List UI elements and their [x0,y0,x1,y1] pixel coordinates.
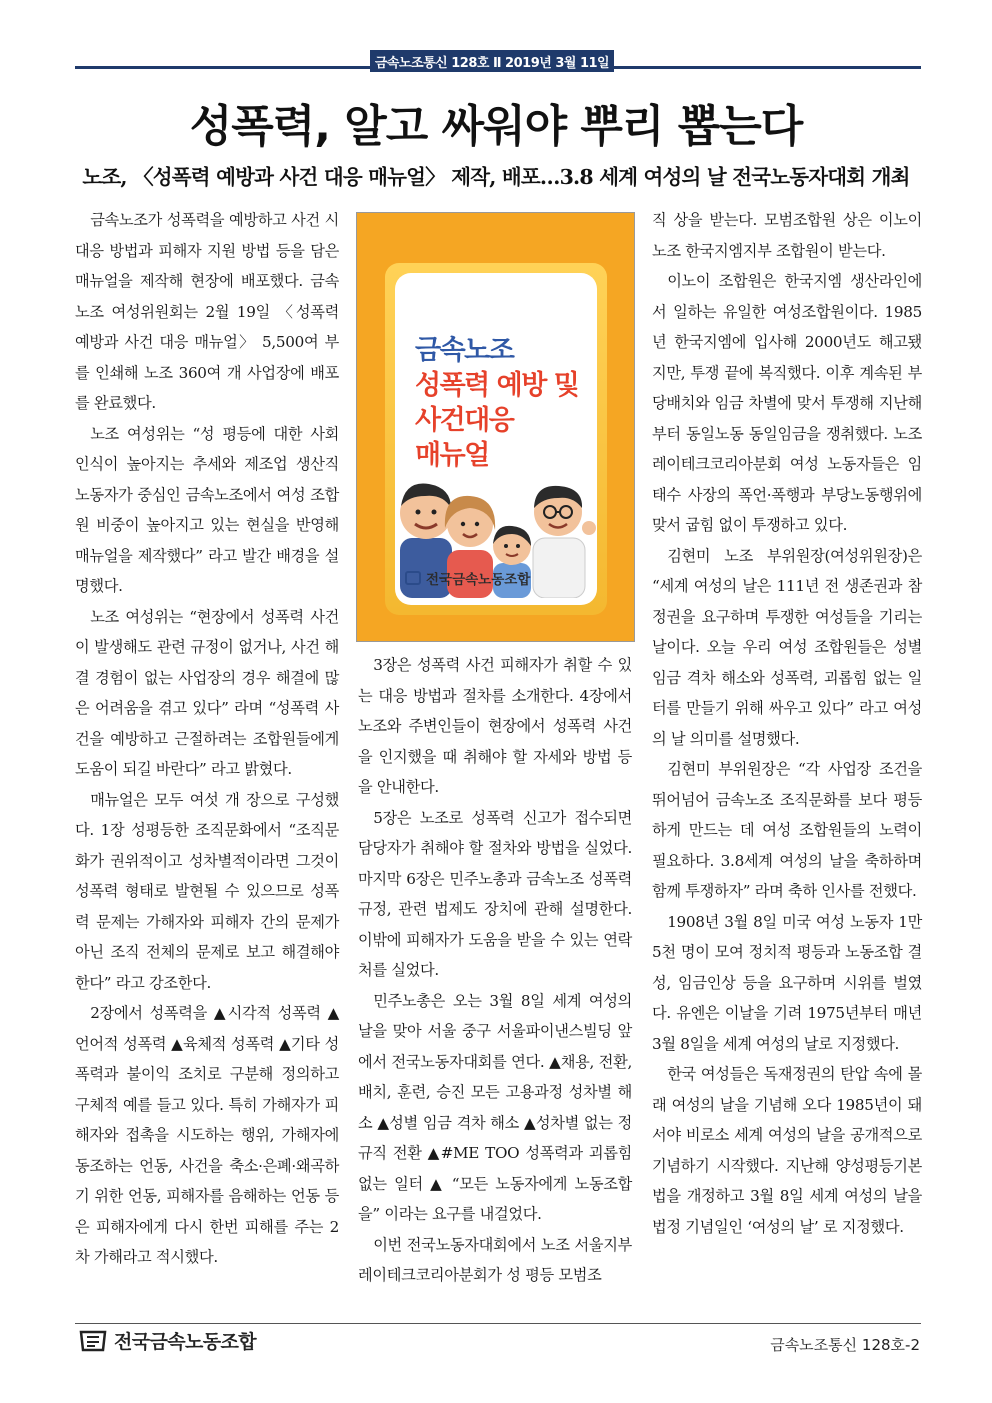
column-2 [358,650,632,1291]
cover-panel [395,273,597,605]
paragraph: 매뉴얼은 모두 여섯 개 장으로 구성했다. 1장 성평등한 조직문화에서 “조직문화가 권위적이고 성차별적이라면 그것이 성폭력 형태로 발현될 수 있으므로 성폭력 문제는 가해자와 피해자 간의 문제가 아닌 조직 전체의 문제로 보고 해결해야 한다” 라고 강조한다. [75,790,339,992]
cover-line-3: 사건대응 [415,405,514,436]
paragraph: 금속노조가 성폭력을 예방하고 사건 시 대응 방법과 피해자 지원 방법 등을 담은 매뉴얼을 제작해 현장에 배포했다. 금속노조 여성위원회는 2월 19일 〈성폭력 예방과 사건 대응 매뉴얼〉 5,500여 부를 인쇄해 노조 360여 개 사업장에 배포를 완료했다. [75,211,339,412]
cover-org-label: 전국금속노동조합 [426,572,531,588]
paragraph: 3장은 성폭력 사건 피해자가 취할 수 있는 대응 방법과 절차를 소개한다. 4장에서 노조와 주변인들이 현장에서 성폭력 사건을 인지했을 때 취해야 할 자세와 방법 등을 안내한다. [358,656,632,796]
footer-org-label: 전국금속노동조합 [114,1331,257,1353]
paragraph: 노조 여성위는 “성 평등에 대한 사회 인식이 높아지는 추세와 제조업 생산직 노동자가 중심인 금속노조에서 여성 조합원 비중이 높아지고 있는 현실을 반영해 매뉴얼을 제작했다” 라고 발간 배경을 설명했다. [75,424,339,595]
paragraph: 한국 여성들은 독재정권의 탄압 속에 몰래 여성의 날을 기념해 오다 1985년이 돼서야 비로소 세계 여성의 날을 공개적으로 기념하기 시작했다. 지난해 양성평등기본법을 개정하고 3월 8일 세계 여성의 날을 법정 기념일인 ‘여성의 날’ 로 지정했다. [652,1065,922,1236]
column-3 [652,205,922,1242]
paragraph: 5장은 노조로 성폭력 신고가 접수되면 담당자가 취해야 할 절차와 방법을 실었다. 마지막 6장은 민주노총과 금속노조 성폭력 규정, 관련 법제도 장치에 관해 설명한다. 이밖에 피해자가 도움을 받을 수 있는 연락처를 실었다. [358,808,632,979]
paragraph: 직 상을 받는다. 모범조합원 상은 이노이 노조 한국지엠지부 조합원이 받는다. [652,211,922,260]
union-logo-icon [405,571,421,585]
paragraph: 이노이 조합원은 한국지엠 생산라인에서 일하는 유일한 여성조합원이다. 1985년 한국지엠에 입사해 2000년도 해고됐지만, 투쟁 끝에 복직했다. 이후 계속된 부당배치와 임금 차별에 맞서 투쟁해 지난해부터 동일노동 동일임금을 쟁취했다. 노조 레이테크코리아분회 여성 노동자들은 임태수 사장의 폭언·폭행과 부당노동행위에 맞서 굽힘 없이 투쟁하고 있다. [652,272,922,534]
cover-line-2: 성폭력 예방 및 [415,370,579,401]
issue-tag: 금속노조통신 128호 Ⅱ 2019년 3월 11일 [370,50,614,72]
paragraph: 1908년 3월 8일 미국 여성 노동자 1만 5천 명이 모여 정치적 평등과 노동조합 결성, 임금인상 등을 요구하며 시위를 벌였다. 유엔은 이날을 기려 1975년부터 매년 3월 8일을 세계 여성의 날로 지정했다. [652,912,922,1053]
paragraph: 2장에서 성폭력을 ▲시각적 성폭력 ▲언어적 성폭력 ▲육체적 성폭력 ▲기타 성폭력과 불이익 조치로 구분해 정의하고 구체적 예를 들고 있다. 특히 가해자가 피해자와 접촉을 시도하는 행위, 가해자에 동조하는 언동, 사건을 축소·은폐·왜곡하기 위한 언동, 피해자를 음해하는 언동 등은 피해자에게 다시 한번 피해를 주는 2차 가해라고 적시했다. [75,1004,339,1266]
paragraph: 김현미 부위원장은 “각 사업장 조건을 뛰어넘어 금속노조 조직문화를 보다 평등하게 만드는 데 여성 조합원들의 노력이 필요하다. 3.8세계 여성의 날을 축하하며 함께 투쟁하자” 라며 축하 인사를 전했다. [652,760,922,900]
footer-rule [75,1323,921,1324]
paragraph: 노조 여성위는 “현장에서 성폭력 사건이 발생해도 관련 규정이 없거나, 사건 해결 경험이 없는 사업장의 경우 해결에 많은 어려움을 겪고 있다” 라며 “성폭력 사건을 예방하고 근절하려는 조합원들에게 도움이 되길 바란다” 라고 밝혔다. [75,607,339,778]
paragraph: 김현미 노조 부위원장(여성위원장)은 “세계 여성의 날은 111년 전 생존권과 참정권을 요구하며 투쟁한 여성들을 기리는 날이다. 오늘 우리 여성 조합원들은 성별 임금 격차 해소와 성폭력, 괴롭힘 없는 일터를 만들기 위해 싸우고 있다” 라고 여성의 날 의미를 설명했다. [652,546,922,748]
article-subtitle: 노조, 〈성폭력 예방과 사건 대응 매뉴얼〉 제작, 배포…3.8 세계 여성의 날 전국노동자대회 개최 [82,165,910,189]
cover-line-1: 금속노조 [415,335,514,366]
paragraph: 민주노총은 오는 3월 8일 세계 여성의 날을 맞아 서울 중구 서울파이낸스빌딩 앞에서 전국노동자대회를 연다. ▲채용, 전환, 배치, 훈련, 승진 모든 고용과정 성차별 해소 ▲성별 임금 격차 해소 ▲성차별 없는 정규직 전환 ▲#ME TOO 성폭력과 괴롭힘 없는 일터 ▲ “모든 노동자에게 노동조합을” 이라는 요구를 내걸었다. [358,991,632,1223]
footer-org [78,1327,256,1354]
cover-frame [385,263,607,615]
cover-title [395,333,578,473]
column-1 [75,205,339,1273]
cover-line-4: 매뉴얼 [415,440,489,471]
cover-org [405,568,530,588]
paragraph: 이번 전국노동자대회에서 노조 서울지부 레이테크코리아분회가 성 평등 모범조 [358,1235,632,1284]
manual-cover-image [356,212,635,642]
page-number: 금속노조통신 128호-2 [770,1336,920,1354]
union-logo-icon [78,1328,108,1354]
article-title: 성폭력, 알고 싸워야 뿌리 뽑는다 [189,101,803,152]
